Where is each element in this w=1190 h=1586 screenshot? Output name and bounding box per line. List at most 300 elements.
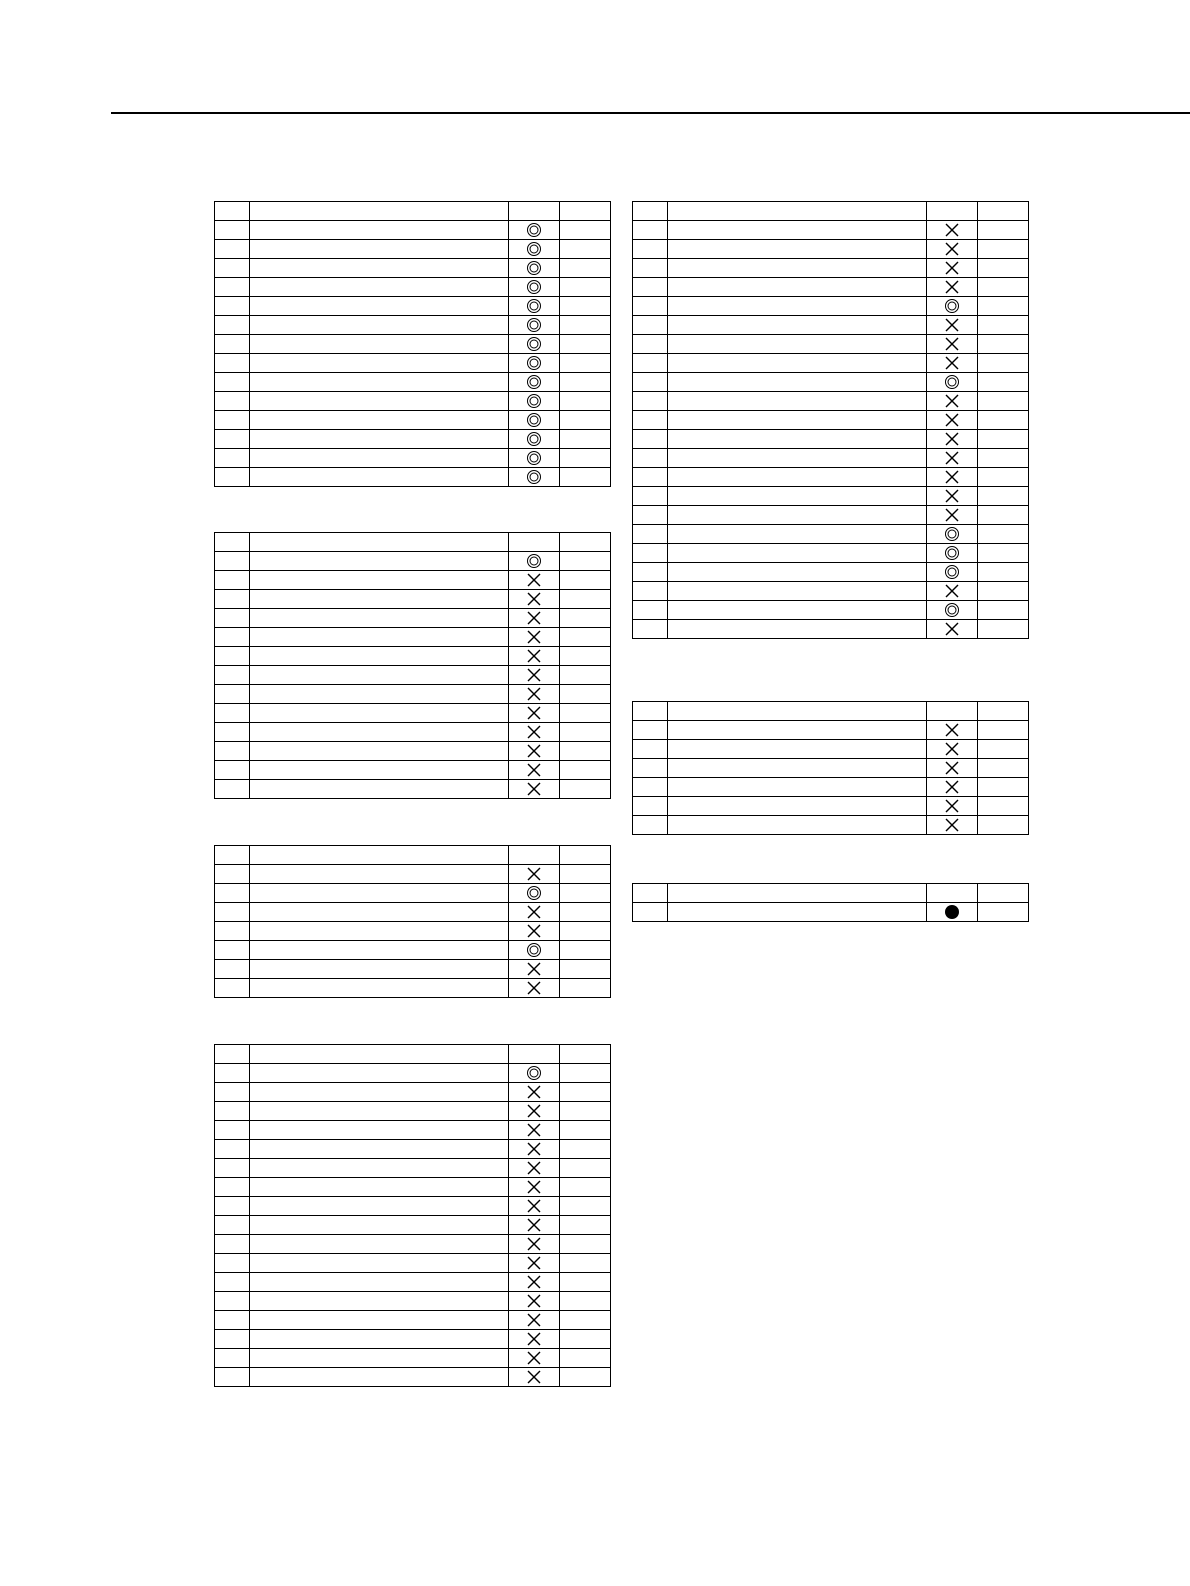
cross-icon bbox=[526, 1274, 542, 1290]
filled-circle-icon bbox=[944, 904, 960, 920]
table-row bbox=[215, 430, 611, 449]
table-row bbox=[215, 628, 611, 647]
rating-cell bbox=[927, 816, 978, 835]
table-row bbox=[215, 1273, 611, 1292]
table-row bbox=[215, 1140, 611, 1159]
number-cell bbox=[215, 1197, 250, 1216]
number-cell bbox=[215, 723, 250, 742]
item-cell bbox=[250, 590, 509, 609]
rating-cell bbox=[509, 780, 560, 799]
number-cell bbox=[215, 392, 250, 411]
evaluation-table-7 bbox=[632, 883, 1029, 922]
rating-cell bbox=[509, 1311, 560, 1330]
note-cell bbox=[560, 1292, 611, 1311]
item-cell bbox=[668, 620, 927, 639]
table-header-row bbox=[215, 1045, 611, 1064]
table-row bbox=[215, 609, 611, 628]
number-cell bbox=[633, 582, 668, 601]
rating-cell bbox=[509, 704, 560, 723]
table-row bbox=[633, 278, 1029, 297]
number-cell bbox=[215, 316, 250, 335]
header-number-cell bbox=[215, 202, 250, 221]
number-cell bbox=[215, 1083, 250, 1102]
table-row bbox=[215, 780, 611, 799]
note-cell bbox=[978, 259, 1029, 278]
cross-icon bbox=[526, 629, 542, 645]
item-cell bbox=[668, 297, 927, 316]
cross-icon bbox=[526, 961, 542, 977]
number-cell bbox=[633, 354, 668, 373]
header-number-cell bbox=[215, 533, 250, 552]
header-number-cell bbox=[633, 202, 668, 221]
note-cell bbox=[978, 487, 1029, 506]
rating-cell bbox=[509, 1292, 560, 1311]
number-cell bbox=[215, 941, 250, 960]
item-cell bbox=[250, 259, 509, 278]
rating-cell bbox=[509, 1178, 560, 1197]
item-cell bbox=[250, 666, 509, 685]
cross-icon bbox=[944, 412, 960, 428]
table-row bbox=[215, 552, 611, 571]
rating-cell bbox=[509, 449, 560, 468]
cross-icon bbox=[526, 762, 542, 778]
number-cell bbox=[633, 601, 668, 620]
cross-icon bbox=[944, 317, 960, 333]
note-cell bbox=[560, 1083, 611, 1102]
cross-icon bbox=[526, 1084, 542, 1100]
note-cell bbox=[560, 240, 611, 259]
note-cell bbox=[560, 704, 611, 723]
header-item-cell bbox=[250, 533, 509, 552]
cross-icon bbox=[944, 450, 960, 466]
table-row bbox=[633, 544, 1029, 563]
item-cell bbox=[668, 430, 927, 449]
number-cell bbox=[633, 563, 668, 582]
cross-icon bbox=[526, 610, 542, 626]
note-cell bbox=[560, 685, 611, 704]
evaluation-table-5 bbox=[632, 201, 1029, 639]
number-cell bbox=[215, 335, 250, 354]
table-row bbox=[633, 468, 1029, 487]
item-cell bbox=[250, 430, 509, 449]
item-cell bbox=[250, 761, 509, 780]
note-cell bbox=[978, 601, 1029, 620]
item-cell bbox=[250, 704, 509, 723]
double-circle-icon bbox=[526, 1065, 542, 1081]
number-cell bbox=[633, 797, 668, 816]
item-cell bbox=[250, 468, 509, 487]
note-cell bbox=[560, 1197, 611, 1216]
cross-icon bbox=[944, 760, 960, 776]
rating-cell bbox=[927, 468, 978, 487]
double-circle-icon bbox=[526, 222, 542, 238]
number-cell bbox=[215, 430, 250, 449]
note-cell bbox=[560, 1121, 611, 1140]
header-item-cell bbox=[668, 702, 927, 721]
table-row bbox=[215, 1311, 611, 1330]
item-cell bbox=[250, 723, 509, 742]
item-cell bbox=[250, 685, 509, 704]
note-cell bbox=[560, 1330, 611, 1349]
note-cell bbox=[560, 742, 611, 761]
rating-cell bbox=[509, 571, 560, 590]
double-circle-icon bbox=[526, 336, 542, 352]
rating-cell bbox=[509, 922, 560, 941]
number-cell bbox=[215, 1311, 250, 1330]
note-cell bbox=[978, 240, 1029, 259]
number-cell bbox=[215, 865, 250, 884]
note-cell bbox=[560, 221, 611, 240]
item-cell bbox=[250, 1064, 509, 1083]
table-row bbox=[215, 704, 611, 723]
double-circle-icon bbox=[526, 260, 542, 276]
table-row bbox=[633, 778, 1029, 797]
note-cell bbox=[560, 468, 611, 487]
number-cell bbox=[215, 411, 250, 430]
rating-cell bbox=[927, 430, 978, 449]
table-row bbox=[633, 259, 1029, 278]
table-header-row bbox=[215, 846, 611, 865]
note-cell bbox=[560, 922, 611, 941]
number-cell bbox=[215, 1349, 250, 1368]
item-cell bbox=[668, 797, 927, 816]
table-row bbox=[633, 449, 1029, 468]
item-cell bbox=[668, 721, 927, 740]
note-cell bbox=[560, 979, 611, 998]
table-header-row bbox=[633, 702, 1029, 721]
double-circle-icon bbox=[944, 526, 960, 542]
number-cell bbox=[215, 742, 250, 761]
cross-icon bbox=[944, 741, 960, 757]
item-cell bbox=[668, 278, 927, 297]
evaluation-table-3 bbox=[214, 845, 611, 998]
number-cell bbox=[215, 259, 250, 278]
number-cell bbox=[215, 960, 250, 979]
note-cell bbox=[978, 903, 1029, 922]
table-row bbox=[215, 979, 611, 998]
note-cell bbox=[560, 590, 611, 609]
note-cell bbox=[560, 373, 611, 392]
note-cell bbox=[560, 723, 611, 742]
cross-icon bbox=[944, 260, 960, 276]
rating-cell bbox=[509, 590, 560, 609]
cross-icon bbox=[944, 722, 960, 738]
table-row bbox=[215, 449, 611, 468]
item-cell bbox=[250, 1178, 509, 1197]
item-cell bbox=[668, 525, 927, 544]
item-cell bbox=[250, 449, 509, 468]
item-cell bbox=[668, 221, 927, 240]
table-row bbox=[215, 259, 611, 278]
item-cell bbox=[668, 506, 927, 525]
cross-icon bbox=[944, 431, 960, 447]
rating-cell bbox=[509, 1368, 560, 1387]
note-cell bbox=[560, 430, 611, 449]
rating-cell bbox=[509, 960, 560, 979]
cross-icon bbox=[944, 279, 960, 295]
double-circle-icon bbox=[526, 431, 542, 447]
note-cell bbox=[560, 865, 611, 884]
table-row bbox=[215, 335, 611, 354]
table-row bbox=[215, 1349, 611, 1368]
number-cell bbox=[633, 278, 668, 297]
rating-cell bbox=[927, 449, 978, 468]
table-row bbox=[215, 922, 611, 941]
note-cell bbox=[560, 552, 611, 571]
note-cell bbox=[978, 297, 1029, 316]
table-row bbox=[633, 487, 1029, 506]
note-cell bbox=[560, 1064, 611, 1083]
cross-icon bbox=[944, 355, 960, 371]
rating-cell bbox=[509, 1273, 560, 1292]
item-cell bbox=[250, 1292, 509, 1311]
table-row bbox=[633, 430, 1029, 449]
item-cell bbox=[668, 449, 927, 468]
rating-cell bbox=[509, 297, 560, 316]
number-cell bbox=[215, 1064, 250, 1083]
note-cell bbox=[560, 628, 611, 647]
number-cell bbox=[215, 884, 250, 903]
note-cell bbox=[560, 1368, 611, 1387]
note-cell bbox=[978, 525, 1029, 544]
item-cell bbox=[668, 544, 927, 563]
table-header-row bbox=[215, 202, 611, 221]
note-cell bbox=[560, 316, 611, 335]
rating-cell bbox=[509, 685, 560, 704]
number-cell bbox=[633, 297, 668, 316]
number-cell bbox=[633, 740, 668, 759]
item-cell bbox=[250, 1349, 509, 1368]
header-note-cell bbox=[560, 202, 611, 221]
number-cell bbox=[215, 1121, 250, 1140]
rating-cell bbox=[927, 563, 978, 582]
header-item-cell bbox=[250, 846, 509, 865]
rating-cell bbox=[509, 1159, 560, 1178]
table-row bbox=[633, 601, 1029, 620]
note-cell bbox=[560, 1254, 611, 1273]
number-cell bbox=[633, 506, 668, 525]
table-row bbox=[215, 1159, 611, 1178]
rating-cell bbox=[509, 1349, 560, 1368]
number-cell bbox=[633, 373, 668, 392]
rating-cell bbox=[927, 316, 978, 335]
rating-cell bbox=[927, 740, 978, 759]
rating-cell bbox=[927, 506, 978, 525]
cross-icon bbox=[526, 1350, 542, 1366]
header-rating-cell bbox=[927, 884, 978, 903]
cross-icon bbox=[526, 648, 542, 664]
rating-cell bbox=[927, 620, 978, 639]
number-cell bbox=[633, 544, 668, 563]
header-number-cell bbox=[215, 846, 250, 865]
number-cell bbox=[215, 1235, 250, 1254]
number-cell bbox=[215, 571, 250, 590]
rating-cell bbox=[509, 1216, 560, 1235]
evaluation-table-6 bbox=[632, 701, 1029, 835]
header-rating-cell bbox=[509, 202, 560, 221]
item-cell bbox=[250, 742, 509, 761]
note-cell bbox=[560, 941, 611, 960]
number-cell bbox=[633, 620, 668, 639]
number-cell bbox=[215, 297, 250, 316]
item-cell bbox=[668, 316, 927, 335]
rating-cell bbox=[509, 221, 560, 240]
table-row bbox=[215, 468, 611, 487]
number-cell bbox=[633, 468, 668, 487]
note-cell bbox=[560, 392, 611, 411]
note-cell bbox=[560, 259, 611, 278]
number-cell bbox=[215, 449, 250, 468]
number-cell bbox=[215, 221, 250, 240]
note-cell bbox=[978, 582, 1029, 601]
rating-cell bbox=[509, 884, 560, 903]
note-cell bbox=[560, 960, 611, 979]
table-row bbox=[215, 1216, 611, 1235]
note-cell bbox=[978, 221, 1029, 240]
table-row bbox=[215, 221, 611, 240]
item-cell bbox=[250, 1254, 509, 1273]
item-cell bbox=[250, 960, 509, 979]
rating-cell bbox=[509, 278, 560, 297]
table-row bbox=[633, 721, 1029, 740]
table-row bbox=[215, 411, 611, 430]
table-row bbox=[633, 903, 1029, 922]
table-row bbox=[215, 354, 611, 373]
number-cell bbox=[215, 468, 250, 487]
rating-cell bbox=[509, 742, 560, 761]
item-cell bbox=[668, 411, 927, 430]
rating-cell bbox=[509, 1121, 560, 1140]
note-cell bbox=[978, 797, 1029, 816]
note-cell bbox=[560, 609, 611, 628]
table-header-row bbox=[633, 202, 1029, 221]
number-cell bbox=[633, 721, 668, 740]
number-cell bbox=[215, 628, 250, 647]
cross-icon bbox=[526, 1312, 542, 1328]
table-row bbox=[215, 373, 611, 392]
cross-icon bbox=[944, 583, 960, 599]
note-cell bbox=[978, 620, 1029, 639]
table-row bbox=[215, 761, 611, 780]
item-cell bbox=[668, 563, 927, 582]
number-cell bbox=[633, 221, 668, 240]
note-cell bbox=[560, 780, 611, 799]
rating-cell bbox=[509, 552, 560, 571]
item-cell bbox=[250, 240, 509, 259]
rating-cell bbox=[509, 1083, 560, 1102]
cross-icon bbox=[526, 1122, 542, 1138]
table-row bbox=[215, 685, 611, 704]
cross-icon bbox=[526, 1217, 542, 1233]
rating-cell bbox=[927, 297, 978, 316]
double-circle-icon bbox=[526, 374, 542, 390]
rating-cell bbox=[509, 240, 560, 259]
table-row bbox=[215, 666, 611, 685]
table-row bbox=[633, 297, 1029, 316]
rating-cell bbox=[509, 430, 560, 449]
note-cell bbox=[560, 297, 611, 316]
item-cell bbox=[250, 780, 509, 799]
cross-icon bbox=[944, 817, 960, 833]
item-cell bbox=[250, 392, 509, 411]
note-cell bbox=[978, 278, 1029, 297]
double-circle-icon bbox=[526, 317, 542, 333]
number-cell bbox=[215, 278, 250, 297]
item-cell bbox=[250, 373, 509, 392]
note-cell bbox=[560, 761, 611, 780]
table-row bbox=[215, 1254, 611, 1273]
cross-icon bbox=[526, 904, 542, 920]
note-cell bbox=[560, 1178, 611, 1197]
item-cell bbox=[250, 941, 509, 960]
header-item-cell bbox=[250, 1045, 509, 1064]
cross-icon bbox=[944, 469, 960, 485]
cross-icon bbox=[526, 686, 542, 702]
cross-icon bbox=[526, 923, 542, 939]
rating-cell bbox=[509, 647, 560, 666]
evaluation-table-2 bbox=[214, 532, 611, 799]
table-row bbox=[633, 354, 1029, 373]
note-cell bbox=[560, 278, 611, 297]
rating-cell bbox=[509, 1140, 560, 1159]
note-cell bbox=[978, 392, 1029, 411]
rating-cell bbox=[509, 1064, 560, 1083]
note-cell bbox=[560, 1102, 611, 1121]
note-cell bbox=[978, 335, 1029, 354]
evaluation-table-4 bbox=[214, 1044, 611, 1387]
header-note-cell bbox=[978, 202, 1029, 221]
table-row bbox=[215, 723, 611, 742]
table-row bbox=[215, 1292, 611, 1311]
number-cell bbox=[633, 525, 668, 544]
table-row bbox=[633, 240, 1029, 259]
table-row bbox=[215, 1235, 611, 1254]
table-row bbox=[633, 797, 1029, 816]
double-circle-icon bbox=[944, 298, 960, 314]
item-cell bbox=[250, 354, 509, 373]
rating-cell bbox=[927, 903, 978, 922]
item-cell bbox=[250, 316, 509, 335]
rating-cell bbox=[509, 259, 560, 278]
item-cell bbox=[668, 487, 927, 506]
item-cell bbox=[250, 552, 509, 571]
cross-icon bbox=[526, 1255, 542, 1271]
item-cell bbox=[250, 1235, 509, 1254]
header-number-cell bbox=[215, 1045, 250, 1064]
double-circle-icon bbox=[944, 564, 960, 580]
table-row bbox=[633, 221, 1029, 240]
table-row bbox=[215, 240, 611, 259]
cross-icon bbox=[526, 572, 542, 588]
note-cell bbox=[560, 1216, 611, 1235]
table-row bbox=[633, 525, 1029, 544]
table-row bbox=[633, 759, 1029, 778]
rating-cell bbox=[927, 259, 978, 278]
rating-cell bbox=[509, 666, 560, 685]
table-row bbox=[215, 590, 611, 609]
number-cell bbox=[215, 761, 250, 780]
cross-icon bbox=[526, 866, 542, 882]
item-cell bbox=[250, 571, 509, 590]
number-cell bbox=[633, 449, 668, 468]
table-row bbox=[215, 571, 611, 590]
note-cell bbox=[978, 430, 1029, 449]
rating-cell bbox=[927, 721, 978, 740]
table-row bbox=[215, 278, 611, 297]
rating-cell bbox=[509, 316, 560, 335]
table-row bbox=[633, 620, 1029, 639]
number-cell bbox=[215, 373, 250, 392]
